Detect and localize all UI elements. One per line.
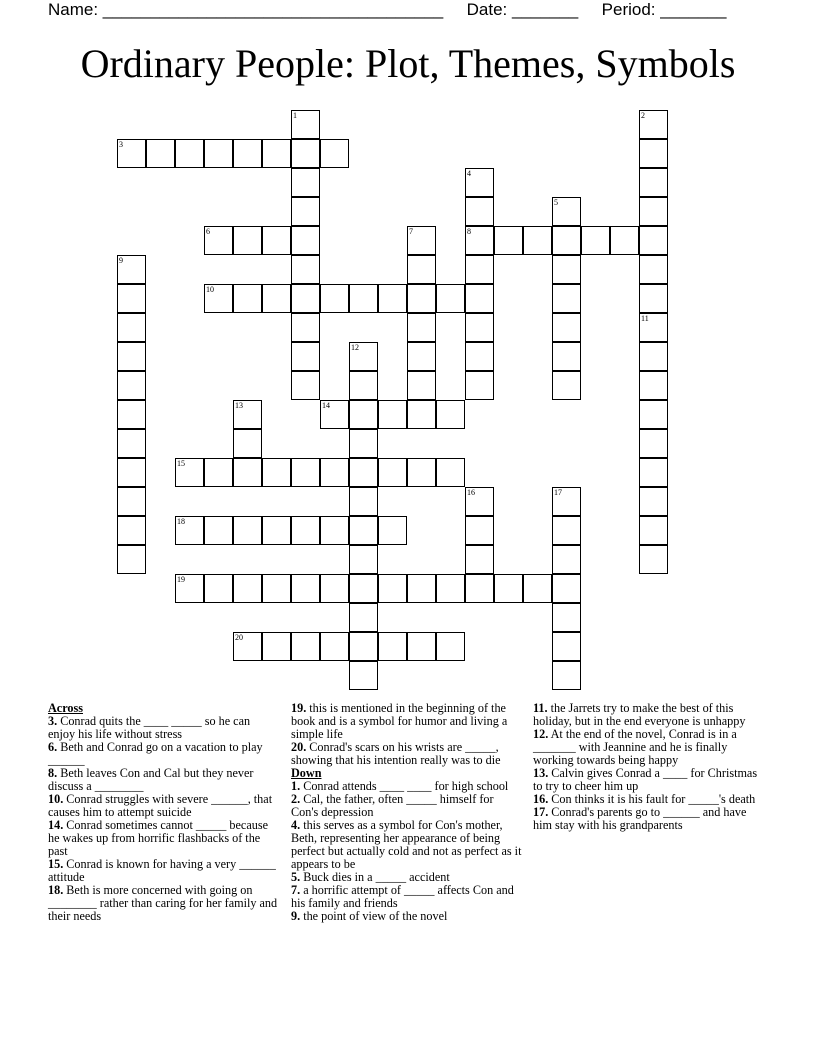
grid-cell[interactable]: [436, 400, 465, 429]
cell-number: 3: [119, 140, 123, 149]
grid-cell[interactable]: [523, 574, 552, 603]
cell-number: 17: [554, 488, 562, 497]
grid-cell[interactable]: [465, 545, 494, 574]
cell-number: 15: [177, 459, 185, 468]
grid-cell[interactable]: [639, 545, 668, 574]
grid-cell[interactable]: [378, 458, 407, 487]
grid-cell[interactable]: [407, 371, 436, 400]
clue-column-3: [533, 702, 765, 832]
grid-cell[interactable]: [436, 284, 465, 313]
grid-cell[interactable]: [233, 226, 262, 255]
grid-cell[interactable]: [117, 284, 146, 313]
cell-number: 2: [641, 111, 645, 120]
grid-cell[interactable]: [465, 197, 494, 226]
grid-cell[interactable]: [378, 632, 407, 661]
grid-cell[interactable]: [291, 313, 320, 342]
grid-cell[interactable]: [523, 226, 552, 255]
clue-across-15: 15. Conrad is known for having a very ______ attitude: [48, 857, 276, 884]
clue-down-17: 17. Conrad's parents go to ______ and have him stay with his grandparents: [533, 805, 747, 832]
clue-column-1: [48, 702, 280, 923]
grid-cell[interactable]: [117, 487, 146, 516]
grid-cell[interactable]: [552, 632, 581, 661]
grid-cell[interactable]: [465, 226, 494, 255]
grid-cell[interactable]: [233, 632, 262, 661]
grid-cell[interactable]: [320, 632, 349, 661]
name-field-label: Name: ____________________________________: [48, 0, 444, 19]
grid-cell[interactable]: [407, 632, 436, 661]
grid-cell[interactable]: [349, 545, 378, 574]
cell-number: 4: [467, 169, 471, 178]
clue-across-8: 8. Beth leaves Con and Cal but they never discuss a ________: [48, 766, 254, 793]
clue-across-6: 6. Beth and Conrad go on a vacation to play ______: [48, 740, 263, 767]
grid-cell[interactable]: [175, 139, 204, 168]
clue-down-2: 2. Cal, the father, often _____ himself for Con's depression: [291, 792, 494, 819]
grid-cell[interactable]: [639, 255, 668, 284]
grid-cell[interactable]: [320, 284, 349, 313]
grid-cell[interactable]: [175, 516, 204, 545]
grid-cell[interactable]: [233, 574, 262, 603]
grid-cell[interactable]: [552, 574, 581, 603]
grid-cell[interactable]: [465, 342, 494, 371]
grid-cell[interactable]: [262, 458, 291, 487]
clue-down-1: 1. Conrad attends ____ ____ for high school: [291, 779, 509, 793]
grid-cell[interactable]: [349, 574, 378, 603]
period-field-label: Period: _______: [601, 0, 727, 19]
page-title: Ordinary People: Plot, Themes, Symbols: [80, 41, 736, 86]
grid-cell[interactable]: [349, 632, 378, 661]
clue-across-19: 19. this is mentioned in the beginning of the book and is a symbol for humor and living a simple life: [291, 701, 508, 741]
grid-cell[interactable]: [233, 284, 262, 313]
grid-cell[interactable]: [639, 168, 668, 197]
grid-cell[interactable]: [465, 284, 494, 313]
cell-number: 20: [235, 633, 243, 642]
grid-cell[interactable]: [436, 632, 465, 661]
cell-number: 14: [322, 401, 330, 410]
grid-cell[interactable]: [610, 226, 639, 255]
grid-cell[interactable]: [552, 545, 581, 574]
grid-cell[interactable]: [639, 458, 668, 487]
cell-number: 12: [351, 343, 359, 352]
grid-cell[interactable]: [552, 313, 581, 342]
grid-cell[interactable]: [349, 458, 378, 487]
grid-cell[interactable]: [117, 516, 146, 545]
grid-cell[interactable]: [291, 632, 320, 661]
grid-cell[interactable]: [349, 661, 378, 690]
grid-cell[interactable]: [552, 487, 581, 516]
grid-cell[interactable]: [494, 226, 523, 255]
cell-number: 6: [206, 227, 210, 236]
grid-cell[interactable]: [436, 458, 465, 487]
grid-cell[interactable]: [204, 139, 233, 168]
grid-cell[interactable]: [378, 400, 407, 429]
grid-cell[interactable]: [407, 226, 436, 255]
clue-column-2: [291, 702, 523, 923]
grid-cell[interactable]: [639, 516, 668, 545]
grid-cell[interactable]: [291, 226, 320, 255]
clue-across-14: 14. Conrad sometimes cannot _____ because he wakes up from horrific flashbacks of the past: [48, 818, 268, 858]
grid-cell[interactable]: [552, 284, 581, 313]
grid-cell[interactable]: [117, 255, 146, 284]
grid-cell[interactable]: [639, 110, 668, 139]
grid-cell[interactable]: [117, 400, 146, 429]
grid-cell[interactable]: [233, 139, 262, 168]
grid-cell[interactable]: [349, 487, 378, 516]
grid-cell[interactable]: [291, 342, 320, 371]
grid-cell[interactable]: [639, 284, 668, 313]
grid-cell[interactable]: [465, 487, 494, 516]
cell-number: 1: [293, 111, 297, 120]
grid-cell[interactable]: [291, 371, 320, 400]
grid-cell[interactable]: [465, 168, 494, 197]
grid-cell[interactable]: [291, 458, 320, 487]
grid-cell[interactable]: [117, 139, 146, 168]
grid-cell[interactable]: [233, 400, 262, 429]
clue-down-9: 9. the point of view of the novel: [291, 909, 448, 923]
grid-cell[interactable]: [233, 429, 262, 458]
grid-cell[interactable]: [639, 197, 668, 226]
grid-cell[interactable]: [639, 400, 668, 429]
grid-cell[interactable]: [407, 284, 436, 313]
grid-cell[interactable]: [117, 342, 146, 371]
cell-number: 11: [641, 314, 649, 323]
grid-cell[interactable]: [349, 603, 378, 632]
grid-cell[interactable]: [407, 574, 436, 603]
grid-cell[interactable]: [291, 255, 320, 284]
grid-cell[interactable]: [465, 255, 494, 284]
grid-cell[interactable]: [204, 458, 233, 487]
cell-number: 18: [177, 517, 185, 526]
grid-cell[interactable]: [291, 284, 320, 313]
clue-across-20: 20. Conrad's scars on his wrists are _____, showing that his intention really was to die: [291, 740, 501, 767]
down-heading: Down: [291, 766, 322, 780]
grid-cell[interactable]: [552, 603, 581, 632]
grid-cell[interactable]: [262, 516, 291, 545]
clue-down-4: 4. this serves as a symbol for Con's mother, Beth, representing her appearance of being perfect but actually cold and not as perfect as it appears to be: [291, 818, 522, 871]
grid-cell[interactable]: [465, 371, 494, 400]
grid-cell[interactable]: [465, 516, 494, 545]
grid-cell[interactable]: [117, 313, 146, 342]
grid-cell[interactable]: [639, 226, 668, 255]
cell-number: 8: [467, 227, 471, 236]
grid-cell[interactable]: [117, 545, 146, 574]
grid-cell[interactable]: [407, 342, 436, 371]
grid-cell[interactable]: [349, 342, 378, 371]
grid-cell[interactable]: [349, 400, 378, 429]
grid-cell[interactable]: [291, 516, 320, 545]
grid-cell[interactable]: [320, 574, 349, 603]
clue-down-11: 11. the Jarrets try to make the best of this holiday, but in the end everyone is unhappy: [533, 701, 746, 728]
grid-cell[interactable]: [291, 168, 320, 197]
grid-cell[interactable]: [291, 574, 320, 603]
grid-cell[interactable]: [117, 458, 146, 487]
grid-cell[interactable]: [552, 226, 581, 255]
grid-cell[interactable]: [552, 516, 581, 545]
grid-cell[interactable]: [407, 255, 436, 284]
grid-cell[interactable]: [349, 429, 378, 458]
clue-down-13: 13. Calvin gives Conrad a ____ for Christmas to try to cheer him up: [533, 766, 758, 793]
grid-cell[interactable]: [117, 429, 146, 458]
grid-cell[interactable]: [204, 226, 233, 255]
grid-cell[interactable]: [639, 313, 668, 342]
grid-cell[interactable]: [349, 516, 378, 545]
grid-cell[interactable]: [378, 574, 407, 603]
grid-cell[interactable]: [639, 139, 668, 168]
grid-cell[interactable]: [262, 632, 291, 661]
grid-cell[interactable]: [204, 516, 233, 545]
grid-cell[interactable]: [552, 371, 581, 400]
grid-cell[interactable]: [581, 226, 610, 255]
grid-cell[interactable]: [146, 139, 175, 168]
date-field-label: Date: _______: [466, 0, 579, 19]
grid-cell[interactable]: [407, 400, 436, 429]
cell-number: 19: [177, 575, 185, 584]
grid-cell[interactable]: [639, 429, 668, 458]
clue-down-7: 7. a horrific attempt of _____ affects Con and his family and friends: [291, 883, 514, 910]
across-heading: Across: [48, 701, 83, 715]
grid-cell[interactable]: [291, 197, 320, 226]
grid-cell[interactable]: [291, 110, 320, 139]
grid-cell[interactable]: [175, 458, 204, 487]
grid-cell[interactable]: [552, 342, 581, 371]
grid-cell[interactable]: [349, 284, 378, 313]
cell-number: 5: [554, 198, 558, 207]
clue-across-10: 10. Conrad struggles with severe ______, that causes him to attempt suicide: [48, 792, 273, 819]
grid-cell[interactable]: [349, 371, 378, 400]
grid-cell[interactable]: [639, 371, 668, 400]
clue-down-12: 12. At the end of the novel, Conrad is in a _______ with Jeannine and he is finally working towards being happy: [533, 727, 737, 767]
clue-across-18: 18. Beth is more concerned with going on ________ rather than caring for her family and their needs: [48, 883, 278, 923]
grid-cell[interactable]: [378, 516, 407, 545]
grid-cell[interactable]: [465, 313, 494, 342]
grid-cell[interactable]: [233, 516, 262, 545]
cell-number: 16: [467, 488, 475, 497]
grid-cell[interactable]: [233, 458, 262, 487]
grid-cell[interactable]: [320, 458, 349, 487]
cell-number: 7: [409, 227, 413, 236]
grid-cell[interactable]: [407, 313, 436, 342]
cell-number: 13: [235, 401, 243, 410]
grid-cell[interactable]: [320, 139, 349, 168]
grid-cell[interactable]: [175, 574, 204, 603]
grid-cell[interactable]: [262, 226, 291, 255]
grid-cell[interactable]: [639, 342, 668, 371]
grid-cell[interactable]: [320, 400, 349, 429]
clue-down-5: 5. Buck dies in a _____ accident: [291, 870, 450, 884]
grid-cell[interactable]: [262, 574, 291, 603]
grid-cell[interactable]: [407, 458, 436, 487]
grid-cell[interactable]: [204, 574, 233, 603]
grid-cell[interactable]: [262, 284, 291, 313]
grid-cell[interactable]: [639, 487, 668, 516]
cell-number: 10: [206, 285, 214, 294]
clue-across-3: 3. Conrad quits the ____ _____ so he can enjoy his life without stress: [48, 714, 251, 741]
cell-number: 9: [119, 256, 123, 265]
grid-cell[interactable]: [262, 139, 291, 168]
grid-cell[interactable]: [291, 139, 320, 168]
grid-cell[interactable]: [552, 197, 581, 226]
grid-cell[interactable]: [552, 661, 581, 690]
grid-cell[interactable]: [465, 574, 494, 603]
grid-cell[interactable]: [320, 516, 349, 545]
clue-down-16: 16. Con thinks it is his fault for _____'s death: [533, 792, 756, 806]
grid-cell[interactable]: [204, 284, 233, 313]
grid-cell[interactable]: [494, 574, 523, 603]
grid-cell[interactable]: [436, 574, 465, 603]
grid-cell[interactable]: [378, 284, 407, 313]
grid-cell[interactable]: [117, 371, 146, 400]
grid-cell[interactable]: [552, 255, 581, 284]
